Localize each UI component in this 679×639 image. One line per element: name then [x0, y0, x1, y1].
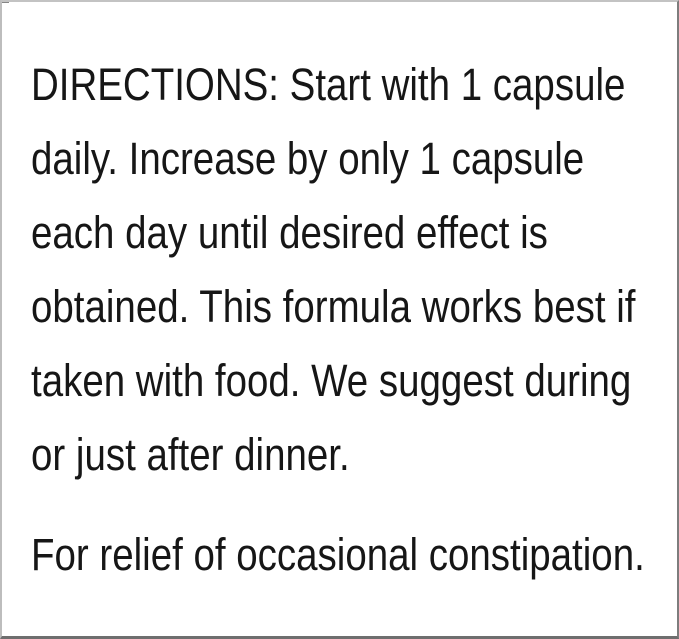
directions-line-4: obtained. This formula works best if — [31, 281, 636, 332]
directions-line-2: daily. Increase by only 1 capsule — [31, 133, 585, 184]
directions-line-6: or just after dinner. — [31, 429, 350, 480]
directions-line-3: each day until desired effect is — [31, 207, 548, 258]
relief-line-1: For relief of occasional constipation. — [31, 529, 645, 580]
corner-mark — [0, 0, 9, 3]
directions-line-5: taken with food. We suggest during — [31, 355, 632, 406]
directions-line-1: DIRECTIONS: Start with 1 capsule — [31, 59, 626, 110]
relief-paragraph — [31, 518, 679, 592]
label-text — [31, 48, 679, 592]
directions-paragraph — [31, 48, 679, 492]
